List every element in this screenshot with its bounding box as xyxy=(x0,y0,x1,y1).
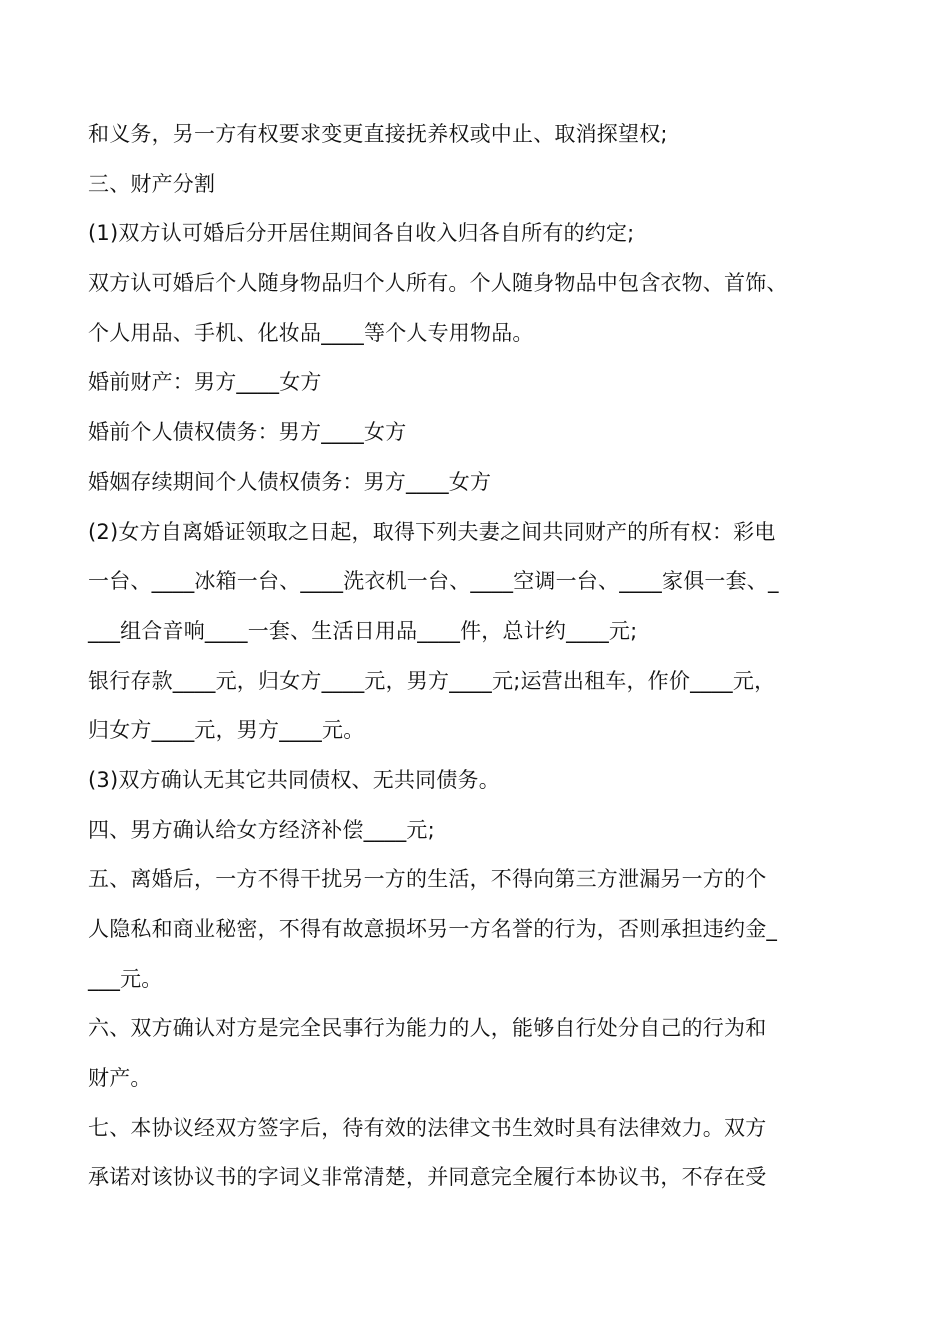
text-line: (3)双方确认无其它共同债权、无共同债务。 xyxy=(88,767,500,792)
text-line: (1)双方认可婚后分开居住期间各自收入归各自所有的约定; xyxy=(88,221,635,246)
text-line: 一台、____冰箱一台、____洗衣机一台、____空调一台、____家俱一套、_ xyxy=(88,569,779,594)
text-line: 婚前财产：男方____女方 xyxy=(88,370,322,395)
text-line: ___组合音响____一套、生活日用品____件，总计约____元; xyxy=(88,618,638,643)
section-heading-capacity: 六、双方确认对方是完全民事行为能力的人，能够自行处分自己的行为和 xyxy=(88,1016,767,1041)
section-heading-effectiveness: 七、本协议经双方签字后，待有效的法律文书生效时具有法律效力。双方 xyxy=(88,1115,767,1140)
section-heading-compensation: 四、男方确认给女方经济补偿____元; xyxy=(88,817,435,842)
text-line: 婚前个人债权债务：男方____女方 xyxy=(88,420,407,445)
text-line: 个人用品、手机、化妆品____等个人专用物品。 xyxy=(88,320,534,345)
section-heading-post-divorce: 五、离婚后，一方不得干扰另一方的生活，不得向第三方泄漏另一方的个 xyxy=(88,867,767,892)
text-line: 归女方____元，男方____元。 xyxy=(88,718,365,743)
text-line: 和义务，另一方有权要求变更直接抚养权或中止、取消探望权; xyxy=(88,122,668,146)
text-line: 承诺对该协议书的字词义非常清楚，并同意完全履行本协议书，不存在受 xyxy=(88,1165,767,1190)
text-line: 婚姻存续期间个人债权债务：男方____女方 xyxy=(88,469,492,494)
text-line: 人隐私和商业秘密，不得有故意损坏另一方名誉的行为，否则承担违约金_ xyxy=(88,917,778,941)
text-line: (2)女方自离婚证领取之日起，取得下列夫妻之间共同财产的所有权：彩电 xyxy=(88,519,776,544)
text-line: 双方认可婚后个人随身物品归个人所有。个人随身物品中包含衣物、首饰、 xyxy=(88,271,788,296)
document-body xyxy=(88,110,868,1203)
section-heading-property-division: 三、财产分割 xyxy=(88,171,216,196)
text-line: ___元。 xyxy=(88,966,163,991)
text-line: 财产。 xyxy=(88,1066,152,1091)
text-line: 银行存款____元，归女方____元，男方____元;运营出租车，作价____元， xyxy=(88,668,776,693)
